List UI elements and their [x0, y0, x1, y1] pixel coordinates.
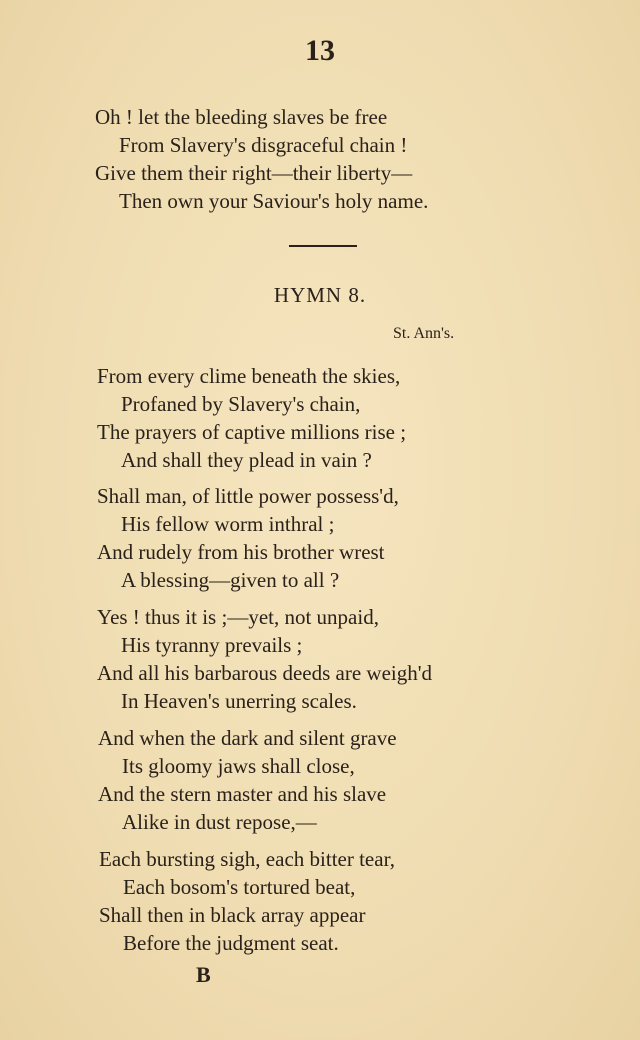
verse-line: Give them their right—their liberty— [95, 161, 413, 185]
page-number: 13 [305, 34, 335, 67]
verse-line: Shall then in black array appear [99, 903, 366, 927]
verse-line: Before the judgment seat. [123, 931, 339, 955]
verse-line: And the stern master and his slave [98, 782, 387, 806]
verse-line: His fellow worm inthral ; [121, 512, 335, 536]
section-divider [289, 245, 357, 247]
opening-stanza [95, 103, 640, 215]
verse-line: And shall they plead in vain ? [121, 448, 372, 472]
verse-line: And all his barbarous deeds are weigh'd [97, 661, 433, 685]
verse-line: Yes ! thus it is ;—yet, not unpaid, [97, 605, 379, 629]
verse-line: And rudely from his brother wrest [97, 540, 385, 564]
verse-line: Its gloomy jaws shall close, [122, 754, 355, 778]
hymn-tune: St. Ann's. [393, 325, 455, 342]
verse-line: From every clime beneath the skies, [97, 364, 401, 388]
verse-line: His tyranny prevails ; [121, 633, 303, 657]
verse-line: And when the dark and silent grave [98, 726, 397, 750]
verse-line: Each bursting sigh, each bitter tear, [99, 847, 395, 871]
verse-line: Then own your Saviour's holy name. [119, 189, 429, 213]
hymn-stanza-3 [97, 603, 640, 715]
verse-line: In Heaven's unerring scales. [121, 689, 357, 713]
hymn-title: HYMN 8. [273, 283, 367, 307]
verse-line: From Slavery's disgraceful chain ! [119, 133, 408, 157]
hymn-stanza-4 [98, 724, 640, 836]
verse-line: Each bosom's tortured beat, [123, 875, 356, 899]
hymn-stanza-2 [97, 482, 640, 594]
verse-line: Alike in dust repose,— [122, 810, 317, 834]
verse-line: Shall man, of little power possess'd, [97, 484, 399, 508]
hymn-stanza-1 [97, 362, 640, 474]
signature-mark: B [196, 962, 211, 987]
verse-line: The prayers of captive millions rise ; [97, 420, 407, 444]
verse-line: A blessing—given to all ? [121, 568, 340, 592]
verse-line: Profaned by Slavery's chain, [121, 392, 361, 416]
hymn-stanza-5 [99, 845, 640, 957]
verse-line: Oh ! let the bleeding slaves be free [95, 105, 388, 129]
